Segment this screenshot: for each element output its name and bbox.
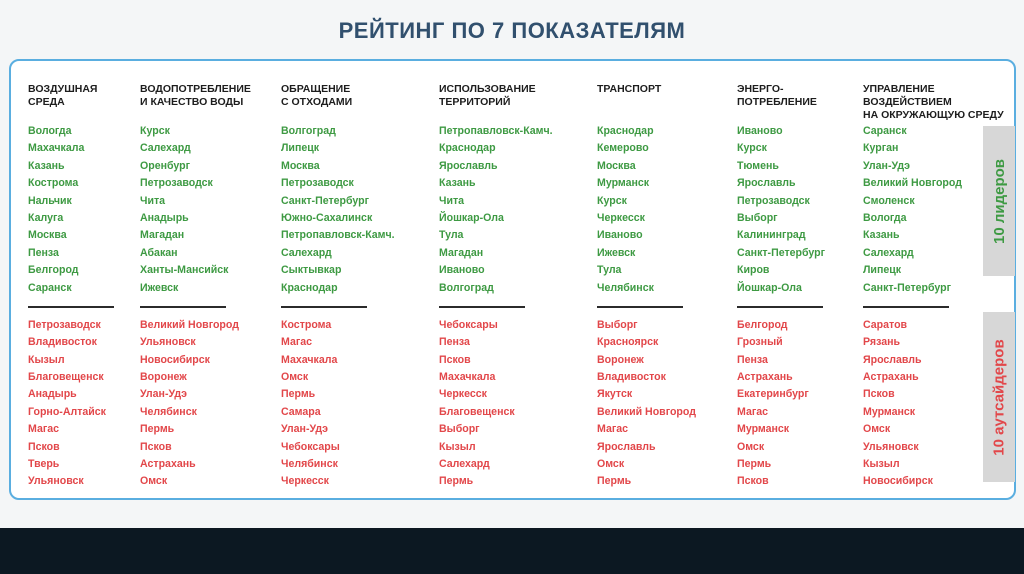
column-waste: [281, 83, 395, 491]
leader-city: Курган: [863, 142, 899, 155]
page-title: РЕЙТИНГ ПО 7 ПОКАЗАТЕЛЯМ: [338, 18, 686, 43]
outsider-city: Псков: [28, 440, 60, 453]
outsider-city: Омск: [863, 423, 891, 436]
rating-panel: [9, 59, 1016, 500]
leader-city: Магадан: [439, 246, 484, 259]
outsiders-list: [439, 317, 553, 491]
outsider-city: Анадырь: [28, 388, 77, 401]
outsider-city: Магас: [737, 405, 769, 418]
outsider-city: Саратов: [863, 318, 908, 331]
outsider-city: Омск: [140, 475, 168, 488]
leader-city: Санкт-Петербург: [281, 194, 370, 207]
leader-city: Волгоград: [281, 125, 336, 137]
outsider-city: Владивосток: [28, 336, 97, 349]
leader-city: Ярославль: [737, 177, 796, 190]
leader-city: Курск: [737, 142, 767, 155]
outsider-city: Омск: [597, 458, 625, 471]
leader-city: Краснодар: [281, 281, 338, 294]
outsider-city: Великий Новгород: [597, 405, 696, 418]
leader-city: Курск: [140, 125, 170, 137]
leader-city: Салехард: [863, 246, 914, 259]
outsider-city: Магас: [281, 336, 313, 349]
leader-city: Киров: [737, 264, 770, 277]
outsider-city: Чебоксары: [281, 440, 340, 453]
leader-city: Вологда: [28, 125, 72, 137]
outsider-city: Кызыл: [863, 458, 900, 471]
outsider-city: Псков: [863, 388, 895, 401]
outsider-city: Кызыл: [28, 353, 65, 366]
leader-city: Кемерово: [597, 142, 649, 155]
outsider-city: Горно-Алтайск: [28, 405, 106, 418]
outsider-city: Пермь: [737, 458, 772, 471]
outsider-city: Выборг: [597, 318, 638, 331]
outsider-city: Челябинск: [281, 458, 338, 471]
outsider-city: Мурманск: [737, 423, 790, 436]
leader-city: Тула: [439, 229, 464, 242]
leader-city: Казань: [439, 177, 476, 190]
outsider-city: Ярославль: [863, 353, 922, 366]
leader-city: Тула: [597, 264, 622, 277]
leaders-list: [140, 123, 251, 297]
outsider-city: Пермь: [140, 423, 175, 436]
outsider-city: Астрахань: [863, 371, 919, 384]
outsider-city: Кострома: [281, 318, 332, 331]
column-header: ВОЗДУШНАЯ СРЕДА: [28, 83, 98, 108]
leader-city: Мурманск: [597, 177, 650, 190]
leader-city: Смоленск: [863, 194, 915, 207]
leader-city: Салехард: [281, 246, 332, 259]
leaders-list: [281, 123, 395, 297]
leader-city: Кострома: [28, 177, 79, 190]
outsider-city: Махачкала: [281, 353, 338, 366]
leader-city: Волгоград: [439, 281, 494, 294]
leader-city: Сыктывкар: [281, 264, 342, 277]
leader-city: Ижевск: [597, 246, 636, 259]
leader-city: Петропавловск-Камч.: [281, 229, 395, 242]
outsider-city: Благовещенск: [28, 371, 104, 384]
outsider-city: Самара: [281, 405, 321, 418]
leader-city: Йошкар-Ола: [439, 211, 504, 224]
leader-city: Липецк: [281, 142, 320, 155]
outsider-city: Чебоксары: [439, 318, 498, 331]
outsider-city: Магас: [28, 423, 60, 436]
outsider-city: Челябинск: [140, 405, 197, 418]
outsiders-side-label: [983, 312, 1015, 482]
leader-city: Черкесск: [597, 211, 645, 224]
outsider-city: Новосибирск: [140, 353, 210, 366]
outsider-city: Магас: [597, 423, 629, 436]
leader-city: Южно-Сахалинск: [281, 211, 373, 224]
leader-city: Вологда: [863, 211, 907, 224]
outsider-city: Рязань: [863, 336, 901, 349]
leader-city: Санкт-Петербург: [863, 281, 952, 294]
outsider-city: Благовещенск: [439, 405, 515, 418]
outsider-city: Тверь: [28, 458, 60, 471]
leader-city: Иваново: [439, 264, 485, 277]
outsider-city: Мурманск: [863, 405, 916, 418]
separator-line: [439, 306, 525, 308]
leader-city: Калининград: [737, 229, 806, 242]
leaders-list: [439, 123, 553, 297]
leader-city: Тюмень: [737, 159, 779, 172]
outsider-city: Ульяновск: [863, 440, 919, 453]
leader-city: Салехард: [140, 142, 191, 155]
outsider-city: Астрахань: [140, 458, 196, 471]
leaders-list: [597, 123, 696, 297]
outsider-city: Владивосток: [597, 371, 666, 384]
outsiders-list: [597, 317, 696, 491]
outsider-city: Ярославль: [597, 440, 656, 453]
leader-city: Саранск: [28, 281, 72, 294]
outsider-city: Воронеж: [140, 371, 187, 384]
column-transport: [597, 83, 696, 491]
leader-city: Ханты-Мансийск: [140, 264, 229, 277]
leader-city: Улан-Удэ: [863, 159, 910, 172]
column-header: ИСПОЛЬЗОВАНИЕ ТЕРРИТОРИЙ: [439, 83, 536, 108]
leader-city: Чита: [439, 194, 465, 207]
column-header: ТРАНСПОРТ: [597, 83, 662, 95]
leader-city: Выборг: [737, 211, 778, 224]
bottom-bar: [0, 528, 1024, 574]
leader-city: Краснодар: [597, 125, 654, 137]
outsider-city: Ульяновск: [140, 336, 196, 349]
leaders-side-text: 10 лидеров: [990, 158, 1008, 244]
leader-city: Абакан: [140, 246, 178, 259]
separator-line: [863, 306, 949, 308]
outsider-city: Петрозаводск: [28, 318, 101, 331]
outsiders-side-text: 10 аутсайдеров: [990, 338, 1008, 456]
outsider-city: Новосибирск: [863, 475, 933, 488]
outsiders-list: [140, 317, 251, 491]
outsider-city: Пенза: [737, 353, 768, 366]
leader-city: Петрозаводск: [737, 194, 810, 207]
leader-city: Калуга: [28, 211, 64, 224]
outsider-city: Улан-Удэ: [140, 388, 187, 401]
leader-city: Челябинск: [597, 281, 654, 294]
leader-city: Анадырь: [140, 211, 189, 224]
outsider-city: Омск: [281, 371, 309, 384]
leader-city: Петрозаводск: [281, 177, 354, 190]
column-header: ВОДОПОТРЕБЛЕНИЕ И КАЧЕСТВО ВОДЫ: [140, 83, 251, 108]
leader-city: Краснодар: [439, 142, 496, 155]
leader-city: Москва: [597, 159, 636, 172]
leader-city: Великий Новгород: [863, 177, 962, 190]
separator-line: [140, 306, 226, 308]
outsider-city: Якутск: [597, 388, 633, 401]
leader-city: Йошкар-Ола: [737, 281, 802, 294]
outsider-city: Белгород: [737, 318, 788, 331]
outsider-city: Псков: [140, 440, 172, 453]
leader-city: Оренбург: [140, 159, 191, 172]
outsiders-list: [737, 317, 825, 491]
outsider-city: Салехард: [439, 458, 490, 471]
outsider-city: Улан-Удэ: [281, 423, 328, 436]
outsider-city: Екатеринбург: [737, 388, 809, 401]
outsider-city: Грозный: [737, 336, 783, 349]
leader-city: Пенза: [28, 246, 59, 259]
column-header: ЭНЕРГО- ПОТРЕБЛЕНИЕ: [737, 83, 817, 108]
column-land-use: [439, 83, 553, 491]
leader-city: Курск: [597, 194, 627, 207]
separator-line: [28, 306, 114, 308]
leader-city: Чита: [140, 194, 166, 207]
leader-city: Казань: [28, 159, 65, 172]
outsider-city: Астрахань: [737, 371, 793, 384]
outsiders-list: [281, 317, 395, 491]
leader-city: Петропавловск-Камч.: [439, 125, 553, 137]
leader-city: Магадан: [140, 229, 185, 242]
separator-line: [737, 306, 823, 308]
leader-city: Нальчик: [28, 194, 72, 207]
outsider-city: Ульяновск: [28, 475, 84, 488]
leader-city: Махачкала: [28, 142, 85, 155]
outsider-city: Великий Новгород: [140, 318, 239, 331]
leader-city: Петрозаводск: [140, 177, 213, 190]
column-energy: [737, 83, 825, 491]
leader-city: Санкт-Петербург: [737, 246, 826, 259]
column-water: [140, 83, 251, 491]
outsider-city: Пермь: [597, 475, 632, 488]
leader-city: Москва: [281, 159, 320, 172]
separator-line: [281, 306, 367, 308]
outsider-city: Кызыл: [439, 440, 476, 453]
outsider-city: Пенза: [439, 336, 470, 349]
leader-city: Москва: [28, 229, 67, 242]
outsider-city: Черкесск: [439, 388, 487, 401]
outsider-city: Пермь: [439, 475, 474, 488]
outsider-city: Пермь: [281, 388, 316, 401]
column-air: [28, 83, 114, 491]
leader-city: Казань: [863, 229, 900, 242]
column-header: УПРАВЛЕНИЕ ВОЗДЕЙСТВИЕМ НА ОКРУЖАЮЩУЮ СРЕДУ: [863, 83, 1004, 121]
outsider-city: Красноярск: [597, 336, 659, 349]
leader-city: Белгород: [28, 264, 79, 277]
leader-city: Ярославль: [439, 159, 498, 172]
separator-line: [597, 306, 683, 308]
outsiders-list: [28, 317, 114, 491]
leaders-list: [737, 123, 825, 297]
leader-city: Иваново: [737, 125, 783, 137]
outsider-city: Псков: [439, 353, 471, 366]
leaders-list: [28, 123, 114, 297]
outsider-city: Выборг: [439, 423, 480, 436]
leaders-side-label: [983, 126, 1015, 276]
outsider-city: Омск: [737, 440, 765, 453]
leader-city: Ижевск: [140, 281, 179, 294]
outsider-city: Махачкала: [439, 371, 496, 384]
leader-city: Саранск: [863, 125, 907, 137]
outsider-city: Псков: [737, 475, 769, 488]
leader-city: Липецк: [863, 264, 902, 277]
outsider-city: Черкесск: [281, 475, 329, 488]
leader-city: Иваново: [597, 229, 643, 242]
outsider-city: Воронеж: [597, 353, 644, 366]
column-header: ОБРАЩЕНИЕ С ОТХОДАМИ: [281, 83, 353, 108]
